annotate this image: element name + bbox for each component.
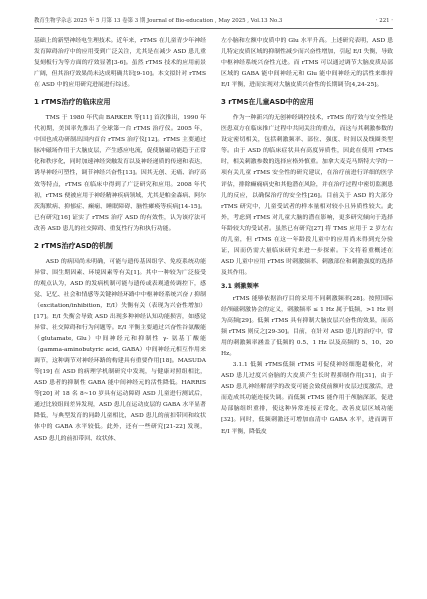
running-header bbox=[34, 16, 393, 26]
section-heading-2: 2 rTMS治疗ASD的机制 bbox=[34, 241, 113, 250]
paragraph-clinical-application: TMS 于 1980 年代由 BARKER 等[11] 首次推出，1990 年代初期，美国率先推出了全球第一台 rTMS 治疗仪。2005 年，中国也成功研制出国内首台 rTMS 治疗仪[12]。rTMS 主要通过脉冲磁场作用于大脑皮层，产生感应电流，促使脑磁功能趋于正常化和秩序化，同时加速神经突触发育以及神经递质的传递和表达，诱导神经可塑性，调节神经兴奋性[13]。因其无创、无痛、治疗高效等特点，rTMS 在临床中得到了广泛研究和应用。2008 年代初，rTMS 便被应用于神经精神疾病领域，尤其是帕金森病、阿尔茨海默病、抑郁症、癫痫、睡眠障碍、脑性瘫痪等疾病[14-15]。已有研究[16] 证实了 rTMS 治疗 ASD 的有效性，认为该疗法可改善 ASD 患儿的社交障碍、重复性行为和执行功能。 bbox=[34, 115, 206, 232]
section-heading-3: 3 rTMS在儿童ASD中的应用 bbox=[221, 98, 314, 107]
subsubsection-label: 3.1.1 低频 rTMS bbox=[232, 362, 283, 369]
section-heading-1: 1 rTMS治疗的临床应用 bbox=[34, 98, 111, 107]
paragraph-mechanism: ASD 的病因尚未明确，可能与遗传基因组学、免疫系统功能异常、围生期因素、环境因素等有关[1]。其中一种较为广泛接受的观点认为，ASD 的发病机制可能与遗传或表观遗传调控下，感觉、记忆、社会和情感等关键神经环路中中枢神经系统兴奋 / 抑制（excitation/inhibition，E/I）失衡有关（表现为兴奋性增加）[17]。E/I 失衡会导致 ASD 出现多种神经认知功能损害，如感觉异常、社交障碍和行为问题等。E/I 平衡主要通过兴奋性谷氨酸能（glutamate, Glu）中间神经元和抑制性 γ- 氨基丁酸能（gamma-aminobutyric acid, GABA）中间神经元相互作用来调节，这种调节对神经环路的构建具有重要作用[18]。MASUDA 等[19] 在 ASD 的病理学机制研究中发现，与健康对照组相比，ASD 患者的抑制性 GABA 能中间神经元的活性降低。HARRIS 等[20] 对 18 名 8~10 岁具有运动障碍 ASD 儿童进行测试后，通过比较组间差异发现，ASD 患儿在运动皮层的 GABA 水平显著降低，与典型发育的同龄儿童相比，ASD 患儿的前扣带回和纹状体中的 GABA 水平较低。此外，还有一些研究[21-22] 发现，ASD 患儿的前扣带回、纹状体、 bbox=[34, 258, 206, 442]
left-column bbox=[34, 36, 206, 445]
paragraph-low-frequency bbox=[221, 360, 393, 437]
journal-info: 教育生物学杂志 2025 年 5 月第 13 卷第 3 期 Journal of Bio-education , May 2025 , Vol.13 No.3 bbox=[34, 18, 283, 24]
page-number: · 221 · bbox=[375, 18, 393, 24]
paragraph-mechanism-continued: 左小脑和左额中皮质中的 Glu 水平升高。上述研究表明，ASD 患儿特定皮质区域的抑制性减少而兴奋性增加，引起 E/I 失衡，导致中枢神经系统兴奋性亢进。而 rTMS 可以通过调节大脑皮质局部区域的 GABA 能中间神经元和 Glu 能中间神经元的活性来维持 E/I 平衡，进而实现对大脑皮质兴奋性的长期调节[4,24-25]。 bbox=[221, 38, 393, 89]
low-frequency-text: 低频 rTMS 可促使神经细胞超极化，对 ASD 患儿过度兴奋脑的大皮质产生长时程抑制作用[31]，由于 ASD 患儿神经解剖学的改变可能会致使前额叶皮层过度激活，进而造成其功能连接失调。而低频 rTMS 能作用于颅脑深部，促进局部脑组织重排，使这种异常连接正常化，改善皮层区域功能[32]。同时，低频刺激还可增加血清中 GABA 水平，进而调节 E/I 平衡，降低皮 bbox=[221, 362, 393, 435]
header-rule bbox=[34, 28, 393, 29]
paragraph-stimulation-frequency: rTMS 能够依据治疗目的采用不同刺激频率[28]。按照国际经颅磁刺激协会的定义，刺激频率 ≤ 1 Hz 属于低频，>1 Hz 则为高频[29]。低频 rTMS 具有抑制大脑皮层兴奋性的效果，而高频 rTMS 则反之[29-30]。目前，在针对 ASD 患儿的治疗中，常用的刺激频率涵盖了低频的 0.5、1 Hz 以及高频的 5、10、20 Hz。 bbox=[221, 295, 393, 358]
right-column bbox=[221, 36, 393, 438]
paragraph-intro-continued: 基础上的新型神经电生理技术。近年来，rTMS 在儿童青少年神经发育障碍治疗中的应用受到广泛关注，尤其是在减少 ASD 患儿重复刻板行为等方面的疗效显著[3-6]。虽然 rTMS 技术的应用前景广阔，但其治疗效果尚未达成明确共识[9-10]。本文拟针对 rTMS 在 ASD 中的应用研究进展进行综述。 bbox=[34, 38, 206, 89]
paragraph-pediatric-application: 作为一种新兴的无创神经调控技术，rTMS 的疗效与安全性是医患双方在临床推广过程中共同关注的重点，而这与其刺激参数的设定密切相关，包括刺激频率、部位、强度、时间以及线圈类型等。由于 ASD 的临床症状具有高度异质性，因此在使用 rTMS 时，相关刺激参数的选择应格外慎重。加拿大麦克马斯特大学的一项有关儿童 rTMS 安全性的研究建议，在治疗前进行详细的医学评估，排除癫痫病史和其他潜在风险，并在治疗过程中密切监测患儿的反应，以确保治疗的安全性[26]。目前关于 ASD 的大部分 rTMS 研究中，儿童受试者的样本量相对较小且异质性较大。此外，考虑到 rTMS 对儿童大脑的潜在影响，更多研究倾向于选择年龄较大的受试者。虽然已有研究[27] 将 TMS 应用于 2 岁左右的儿童，但 rTMS 在这一年龄段儿童中的应用尚未得到充分验证，因而仍需大量临床研究来进一步探索。下文将着重概述在 ASD 儿童中应用 rTMS 时刺激频率、刺激部位和刺激强度的选择及其作用。 bbox=[221, 115, 393, 276]
subsection-heading-3-1: 3.1 刺激频率 bbox=[221, 282, 259, 290]
